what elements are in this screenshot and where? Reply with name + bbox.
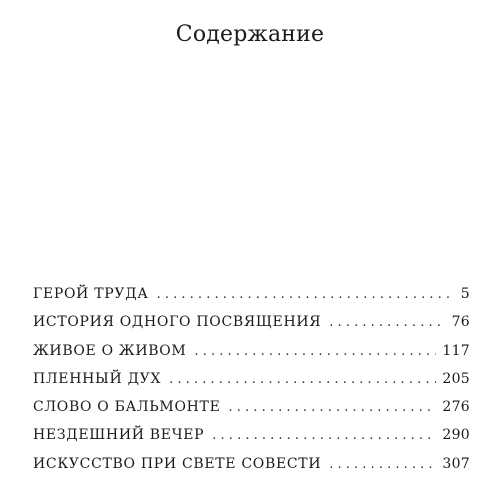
dot-leader [169,372,436,387]
dot-leader [329,457,436,472]
table-of-contents [33,286,470,484]
toc-entry-title: ИСТОРИЯ ОДНОГО ПОСВЯЩЕНИЯ [33,314,322,331]
toc-entry-page: 76 [451,314,470,331]
dot-leader [229,400,437,415]
dot-leader [194,344,436,359]
toc-entry-title: ПЛЕННЫЙ ДУХ [33,370,162,387]
toc-entry-title: СЛОВО О БАЛЬМОНТЕ [33,399,221,416]
toc-entry-title: ИСКУССТВО ПРИ СВЕТЕ СОВЕСТИ [33,455,322,472]
dot-leader [329,315,445,330]
dot-leader [212,428,436,443]
toc-entry-page: 276 [442,399,470,416]
toc-entry-page: 205 [442,370,470,387]
toc-entry-page: 117 [442,342,470,359]
toc-entry [33,456,470,484]
toc-entry-page: 307 [442,455,470,472]
page-title: Содержание [175,22,325,47]
toc-entry-page: 290 [442,427,470,444]
toc-entry [33,399,470,427]
toc-entry-title: НЕЗДЕШНИЙ ВЕЧЕР [33,427,205,444]
toc-entry-title: ГЕРОЙ ТРУДА [33,286,149,302]
dot-leader [157,287,455,302]
toc-entry [33,286,470,314]
toc-entry [33,427,470,455]
toc-entry-page: 5 [460,286,470,302]
toc-entry-title: ЖИВОЕ О ЖИВОМ [33,342,187,359]
toc-entry [33,314,470,342]
toc-entry [33,343,470,371]
toc-entry [33,371,470,399]
